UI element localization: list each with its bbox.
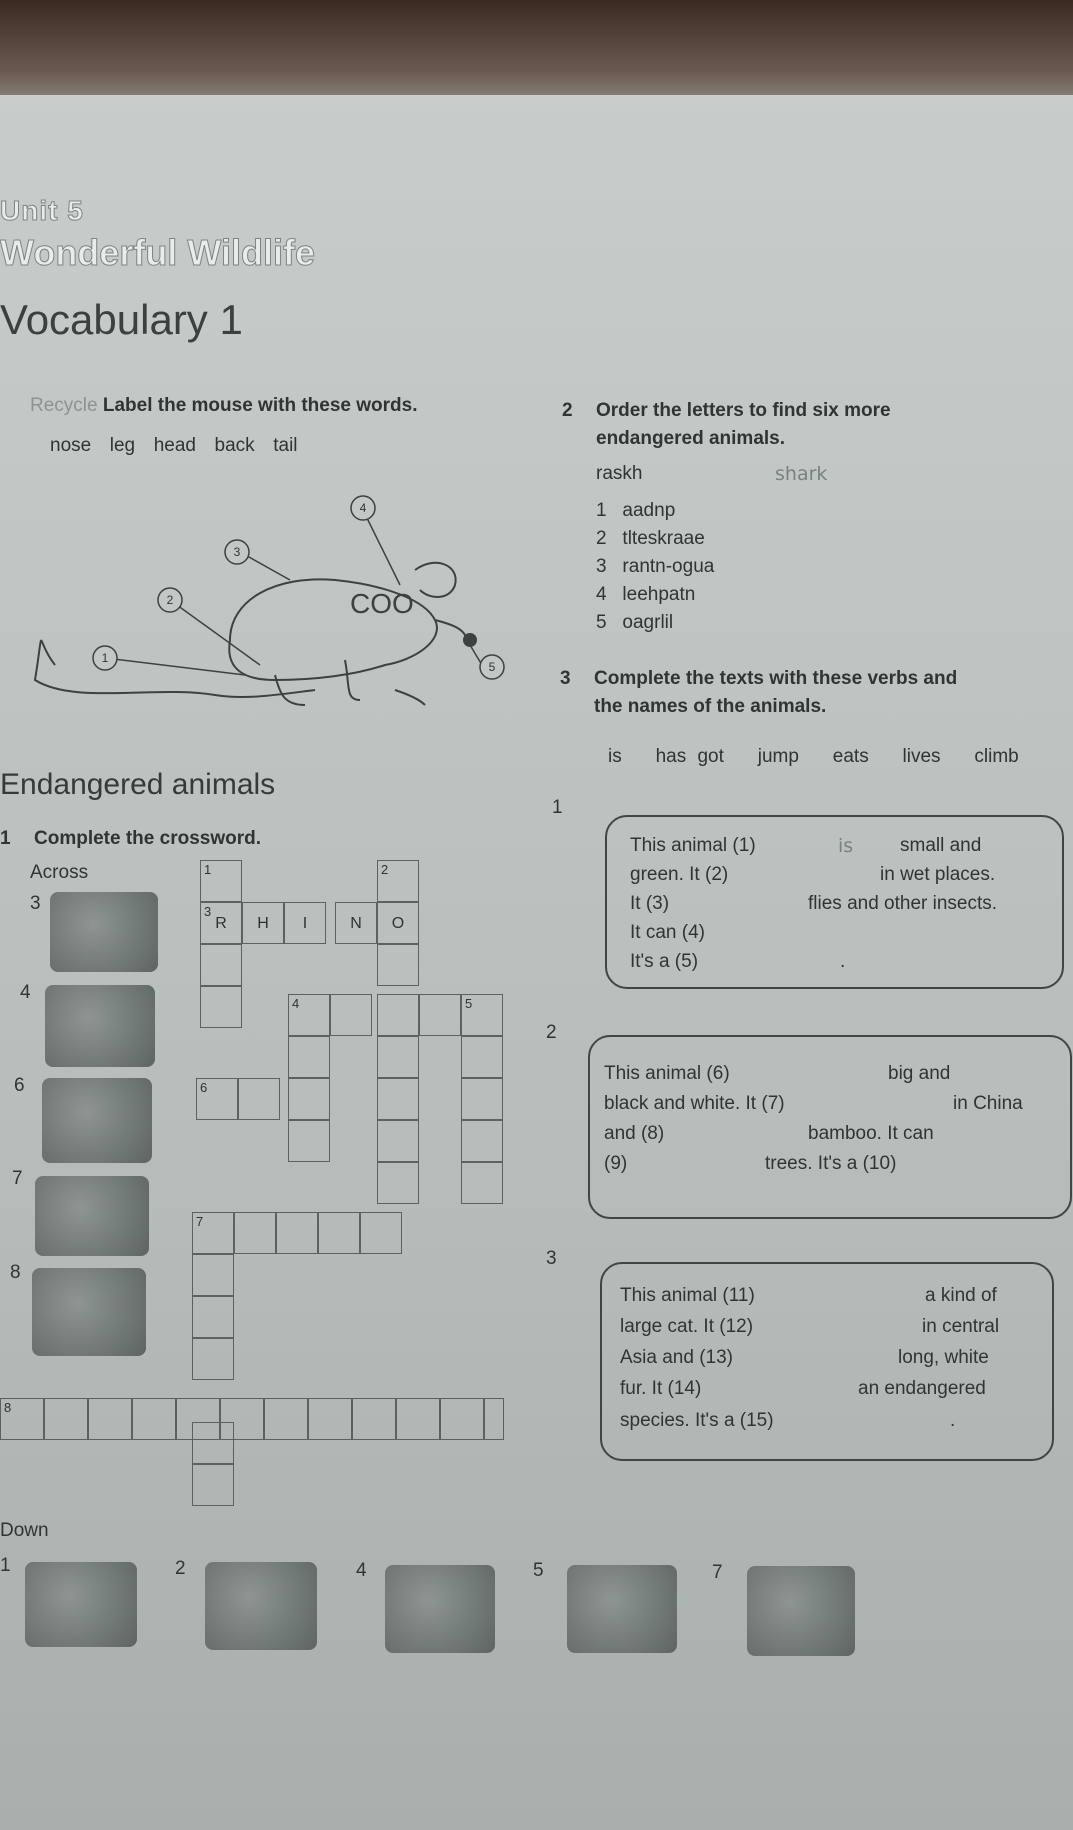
mouse-tail bbox=[35, 641, 315, 697]
crossword-cell[interactable] bbox=[192, 1296, 234, 1338]
text3-line: fur. It (14) bbox=[620, 1378, 702, 1399]
crossword-cell[interactable] bbox=[330, 994, 372, 1036]
crossword-cell[interactable]: H bbox=[242, 902, 284, 944]
mouse-label-1: 1 bbox=[101, 651, 109, 665]
ex1-number: 1 bbox=[0, 828, 11, 849]
across-clue-number: 8 bbox=[10, 1262, 21, 1283]
down-clue-number: 1 bbox=[0, 1555, 11, 1576]
crossword-cell[interactable] bbox=[308, 1398, 352, 1440]
text2-line: This animal (6) bbox=[604, 1063, 730, 1084]
wolf-photo bbox=[385, 1565, 495, 1653]
leopard-photo bbox=[32, 1268, 146, 1356]
tiger-photo bbox=[35, 1176, 149, 1256]
down-clue-number: 7 bbox=[712, 1562, 723, 1583]
mouse-nose bbox=[464, 634, 476, 646]
whale-photo bbox=[45, 985, 155, 1067]
across-clue-number: 3 bbox=[30, 893, 41, 914]
text3-line: in central bbox=[922, 1316, 1000, 1337]
word-nose: nose bbox=[50, 435, 92, 456]
crossword-cell[interactable] bbox=[238, 1078, 280, 1120]
across-label: Across bbox=[30, 862, 89, 883]
text2-line: trees. It's a (10) bbox=[765, 1153, 897, 1174]
word-back: back bbox=[214, 435, 255, 456]
recycle-tag: Recycle bbox=[30, 395, 98, 416]
crossword-cell[interactable] bbox=[461, 1078, 503, 1120]
crossword-cell[interactable]: I bbox=[284, 902, 326, 944]
text3-line: an endangered bbox=[858, 1378, 986, 1399]
crossword-cell[interactable] bbox=[377, 994, 419, 1036]
ex1-instruction: Complete the crossword. bbox=[34, 828, 261, 849]
ex2-item: 5 oagrlil bbox=[596, 612, 674, 633]
crossword-cell[interactable] bbox=[234, 1212, 276, 1254]
text3-line: . bbox=[950, 1410, 956, 1431]
recycle-instruction bbox=[30, 395, 417, 417]
crossword-cell[interactable] bbox=[192, 1464, 234, 1506]
crossword-cell[interactable]: 6 bbox=[196, 1078, 238, 1120]
crossword-cell[interactable] bbox=[440, 1398, 484, 1440]
ex3-instruction-line2: the names of the animals. bbox=[594, 696, 827, 717]
crossword-cell[interactable]: 3 R bbox=[200, 902, 242, 944]
ex2-list bbox=[596, 497, 714, 637]
down-label: Down bbox=[0, 1520, 49, 1541]
text2-line: and (8) bbox=[604, 1123, 665, 1144]
mouse-front-leg bbox=[345, 660, 360, 700]
kangaroo-photo bbox=[567, 1565, 677, 1653]
crossword-cell[interactable] bbox=[461, 1036, 503, 1078]
text1-line: small and bbox=[900, 835, 982, 856]
parrot-photo bbox=[42, 1078, 152, 1163]
mouse-snout bbox=[435, 620, 467, 640]
crossword-cell[interactable] bbox=[377, 1036, 419, 1078]
mouse-label-4: 4 bbox=[359, 501, 367, 515]
text1-line: This animal (1) bbox=[630, 835, 756, 856]
text1-line: It (3) bbox=[630, 893, 670, 914]
tortoise-photo bbox=[747, 1566, 855, 1656]
recycle-word-list bbox=[50, 435, 298, 457]
mouse-illustration bbox=[15, 490, 515, 730]
crossword-cell[interactable]: 1 bbox=[200, 860, 242, 902]
text1-label: 1 bbox=[552, 797, 563, 818]
recycle-instruction-text: Label the mouse with these words. bbox=[102, 395, 418, 416]
crossword-cell[interactable] bbox=[377, 944, 419, 986]
word-tail: tail bbox=[273, 435, 298, 456]
svg-text:COO: COO bbox=[350, 588, 414, 619]
section-title: Vocabulary 1 bbox=[0, 296, 243, 343]
text3-line: Asia and (13) bbox=[620, 1347, 734, 1368]
crossword-cell[interactable] bbox=[132, 1398, 176, 1440]
text1-line: flies and other insects. bbox=[808, 893, 998, 914]
crossword-cell[interactable] bbox=[288, 1036, 330, 1078]
text1-line: It's a (5) bbox=[630, 951, 699, 972]
crossword-cell[interactable] bbox=[44, 1398, 88, 1440]
text3-line: large cat. It (12) bbox=[620, 1316, 754, 1337]
crossword-cell[interactable]: 8 bbox=[0, 1398, 44, 1440]
crossword-cell[interactable] bbox=[352, 1398, 396, 1440]
mouse-label-2: 2 bbox=[166, 593, 174, 607]
across-clue-number: 7 bbox=[12, 1168, 23, 1189]
crossword-cell[interactable]: 7 bbox=[192, 1212, 234, 1254]
crossword-cell[interactable] bbox=[461, 1162, 503, 1204]
endangered-heading: Endangered animals bbox=[0, 768, 276, 801]
text3-line: species. It's a (15) bbox=[620, 1410, 774, 1431]
text3-line: a kind of bbox=[925, 1285, 997, 1306]
down-clue-number: 5 bbox=[533, 1560, 544, 1581]
polar-bear-photo bbox=[205, 1562, 317, 1650]
crossword-cell[interactable] bbox=[88, 1398, 132, 1440]
ex3-number: 3 bbox=[560, 668, 571, 689]
text3-label: 3 bbox=[546, 1248, 557, 1269]
ex2-item: 4 leehpatn bbox=[596, 584, 696, 605]
crossword-cell[interactable] bbox=[396, 1398, 440, 1440]
turtle-photo bbox=[25, 1562, 137, 1647]
across-clue-number: 4 bbox=[20, 982, 31, 1003]
mouse-ear bbox=[415, 563, 456, 597]
mouse-label-5: 5 bbox=[488, 660, 496, 674]
text2-line: (9) bbox=[604, 1153, 628, 1174]
rhino-photo bbox=[50, 892, 158, 972]
word-leg: leg bbox=[109, 435, 136, 456]
text2-line: in China bbox=[953, 1093, 1023, 1114]
unit-subtitle: Wonderful Wildlife bbox=[0, 232, 315, 273]
ex2-item: 1 aadnp bbox=[596, 500, 676, 521]
crossword-cell[interactable] bbox=[220, 1398, 264, 1440]
crossword-cell[interactable] bbox=[276, 1212, 318, 1254]
unit-title: Unit 5 bbox=[0, 195, 84, 226]
crossword-cell[interactable] bbox=[192, 1338, 234, 1380]
crossword-cell[interactable] bbox=[200, 986, 242, 1028]
crossword-cell[interactable] bbox=[461, 1120, 503, 1162]
text3-line: long, white bbox=[898, 1347, 989, 1368]
ex3-instruction-line1: Complete the texts with these verbs and bbox=[594, 668, 958, 689]
ex2-instruction-line2: endangered animals. bbox=[596, 428, 786, 449]
text2-line: bamboo. It can bbox=[808, 1123, 934, 1144]
ex2-item: 3 rantn-ogua bbox=[596, 556, 715, 577]
crossword-cell[interactable] bbox=[318, 1212, 360, 1254]
ex2-instruction-line1: Order the letters to find six more bbox=[596, 400, 891, 421]
crossword-cell[interactable] bbox=[484, 1398, 504, 1440]
down-clue-number: 4 bbox=[356, 1560, 367, 1581]
text3-line: This animal (11) bbox=[620, 1285, 755, 1306]
crossword-cell[interactable] bbox=[377, 1120, 419, 1162]
crossword-cell[interactable] bbox=[200, 944, 242, 986]
crossword-cell[interactable] bbox=[288, 1078, 330, 1120]
crossword-cell[interactable] bbox=[264, 1398, 308, 1440]
crossword-cell[interactable]: 4 bbox=[288, 994, 330, 1036]
crossword-cell[interactable]: N bbox=[335, 902, 377, 944]
text2-line: black and white. It (7) bbox=[604, 1093, 785, 1114]
text1-line: green. It (2) bbox=[630, 864, 729, 885]
ex2-number: 2 bbox=[562, 400, 573, 421]
ex2-example-answer: shark bbox=[775, 463, 828, 485]
crossword-cell[interactable] bbox=[377, 1162, 419, 1204]
ex2-item: 2 tlteskraae bbox=[596, 528, 705, 549]
crossword-cell[interactable] bbox=[360, 1212, 402, 1254]
crossword-cell[interactable] bbox=[176, 1398, 220, 1440]
crossword-cell[interactable] bbox=[192, 1254, 234, 1296]
text1-answer: is bbox=[838, 835, 854, 857]
text1-line: . bbox=[840, 951, 846, 972]
crossword-cell[interactable] bbox=[419, 994, 461, 1036]
ex3-verb-list: is has got jump eats lives climb bbox=[608, 746, 1019, 767]
down-clue-number: 2 bbox=[175, 1558, 186, 1579]
crossword-cell[interactable]: O bbox=[377, 902, 419, 944]
crossword-cell[interactable] bbox=[377, 1078, 419, 1120]
crossword-cell[interactable] bbox=[288, 1120, 330, 1162]
crossword-cell[interactable]: 2 bbox=[377, 860, 419, 902]
text1-line: in wet places. bbox=[880, 864, 996, 885]
mouse-label-3: 3 bbox=[233, 545, 241, 559]
text1-line: It can (4) bbox=[630, 922, 705, 943]
ex2-example-scrambled: raskh bbox=[596, 463, 643, 484]
text2-line: big and bbox=[888, 1063, 951, 1084]
word-head: head bbox=[153, 435, 196, 456]
crossword-cell[interactable]: 5 bbox=[461, 994, 503, 1036]
text2-label: 2 bbox=[546, 1022, 557, 1043]
across-clue-number: 6 bbox=[14, 1075, 25, 1096]
